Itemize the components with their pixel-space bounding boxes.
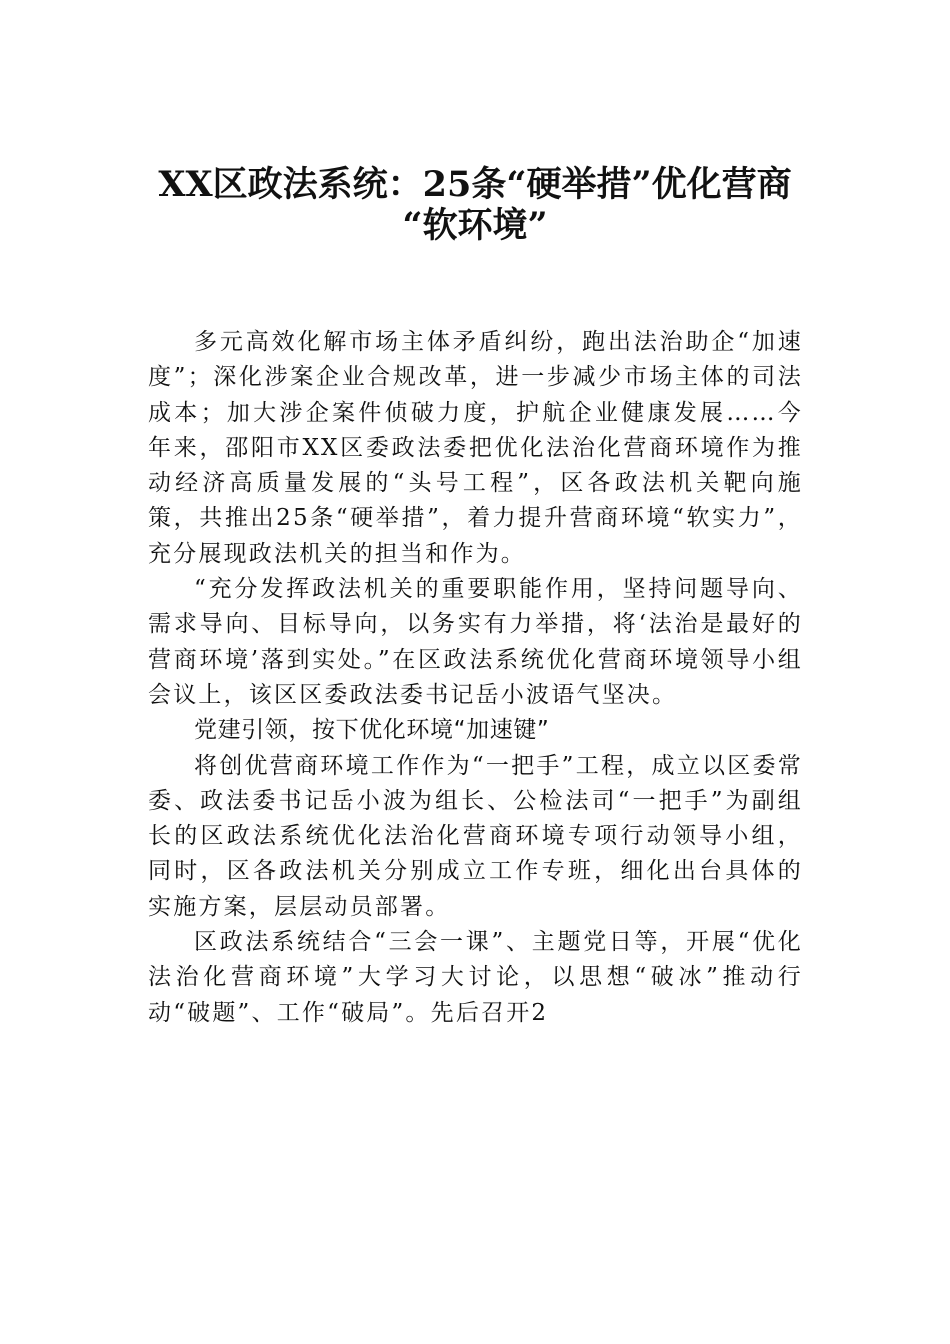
document-title-line-1: XX区政法系统：25条“硬举措”优化营商 [158, 164, 792, 205]
paragraph-quote: “充分发挥政法机关的重要职能作用，坚持问题导向、需求导向、目标导向，以务实有力举措，将‘法治是最好的营商环境’落到实处。”在区政法系统优化营商环境领导小组会议上，该区区委政法委书记岳小波语气坚决。 [148, 576, 803, 708]
section-heading: 党建引领，按下优化环境“加速键” [194, 717, 550, 744]
document-title-line-2: “软环境” [402, 205, 548, 246]
paragraph-intro: 多元高效化解市场主体矛盾纠纷，跑出法治助企“加速度”；深化涉案企业合规改革，进一步减少市场主体的司法成本；加大涉企案件侦破力度，护航企业健康发展……今年来，邵阳市XX区委政法委把优化法治化营商环境作为推动经济高质量发展的“头号工程”，区各政法机关靶向施策，共推出25条“硬举措”，着力提升营商环境“软实力”，充分展现政法机关的担当和作为。 [148, 329, 803, 567]
paragraph-leadership: 将创优营商环境工作作为“一把手”工程，成立以区委常委、政法委书记岳小波为组长、公检法司“一把手”为副组长的区政法系统优化法治化营商环境专项行动领导小组，同时，区各政法机关分别成立工作专班，细化出台具体的实施方案，层层动员部署。 [148, 752, 803, 920]
document-body [148, 325, 803, 1031]
paragraph-study: 区政法系统结合“三会一课”、主题党日等，开展“优化法治化营商环境”大学习大讨论，以思想“破冰”推动行动“破题”、工作“破局”。先后召开2 [148, 929, 803, 1026]
